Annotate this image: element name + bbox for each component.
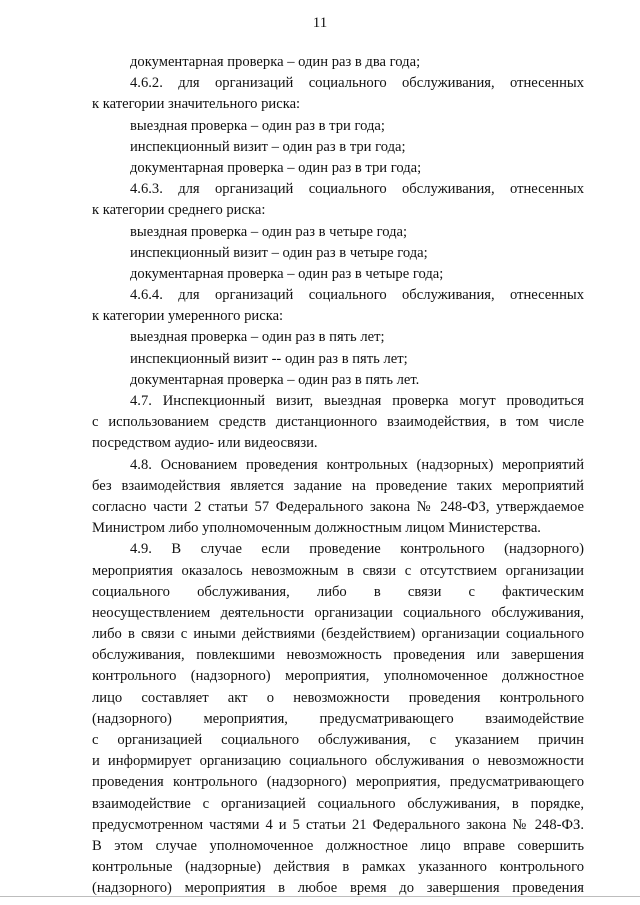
paragraph-line: лицо составляет акт о невозможности проведения контрольного: [92, 689, 584, 706]
paragraph-line: 4.6.3. для организаций социального обслуживания, отнесенных: [130, 181, 584, 198]
paragraph-line: инспекционный визит -- один раз в пять лет;: [130, 350, 408, 367]
paragraph-line: и информирует организацию социального обслуживания о невозможности: [92, 753, 584, 770]
paragraph-line: взаимодействие с организацией социального обслуживания, в порядке,: [92, 795, 584, 812]
paragraph-line: 4.9. В случае если проведение контрольного (надзорного): [130, 541, 584, 558]
paragraph-line: неосуществлением деятельности организации социального обслуживания,: [92, 604, 584, 621]
paragraph-line: к категории умеренного риска:: [92, 308, 284, 325]
paragraph-line: к категории значительного риска:: [92, 96, 301, 113]
paragraph-line: В этом случае уполномоченное должностное лицо вправе совершить: [92, 837, 584, 854]
paragraph-line: документарная проверка – один раз в четыре года;: [130, 265, 444, 282]
paragraph-line: согласно части 2 статьи 57 Федерального закона № 248-ФЗ, утверждаемое: [92, 498, 584, 515]
paragraph-line: обслуживания, повлекшими невозможность проведения или завершения: [92, 647, 584, 664]
paragraph-line: контрольные (надзорные) действия в рамках указанного контрольного: [92, 859, 584, 876]
paragraph-line: (надзорного) мероприятия в любое время до завершения проведения: [92, 880, 584, 897]
paragraph-line: 4.6.4. для организаций социального обслуживания, отнесенных: [130, 287, 584, 304]
paragraph-line: выездная проверка – один раз в три года;: [130, 117, 385, 134]
paragraph-line: проведения контрольного (надзорного) мероприятия, предусматривающего: [92, 774, 584, 791]
paragraph-line: (надзорного) мероприятия, предусматривающего взаимодействие: [92, 710, 584, 727]
paragraph-line: выездная проверка – один раз в четыре года;: [130, 223, 408, 240]
paragraph-line: документарная проверка – один раз в два года;: [130, 54, 421, 70]
paragraph-line: 4.7. Инспекционный визит, выездная проверка могут проводиться: [130, 393, 584, 409]
document-body: [92, 52, 584, 900]
paragraph-line: документарная проверка – один раз в три года;: [130, 159, 422, 176]
paragraph-line: инспекционный визит – один раз в три года;: [130, 138, 406, 155]
paragraph-line: выездная проверка – один раз в пять лет;: [130, 329, 385, 346]
paragraph-line: с использованием средств дистанционного взаимодействия, в том числе: [92, 414, 584, 431]
paragraph-line: контрольного (надзорного) мероприятия, уполномоченное должностное: [92, 668, 584, 685]
paragraph-line: документарная проверка – один раз в пять лет.: [130, 371, 420, 388]
page-bottom-edge: [0, 896, 640, 897]
paragraph-line: 4.6.2. для организаций социального обслуживания, отнесенных: [130, 75, 584, 92]
paragraph-line: к категории среднего риска:: [92, 202, 266, 219]
paragraph-line: предусмотренном частями 4 и 5 статьи 21 Федерального закона № 248-ФЗ.: [92, 816, 584, 833]
paragraph-line: посредством аудио- или видеосвязи.: [92, 435, 318, 452]
paragraph-line: Министром либо уполномоченным должностным лицом Министерства.: [92, 520, 541, 537]
paragraph-line: либо в связи с иными действиями (бездействием) организации социального: [92, 626, 584, 643]
paragraph-line: без взаимодействия является задание на проведение таких мероприятий: [92, 477, 584, 494]
page-number: 11: [312, 15, 328, 31]
paragraph-line: с организацией социального обслуживания, с указанием причин: [92, 732, 584, 748]
paragraph-line: 4.8. Основанием проведения контрольных (надзорных) мероприятий: [130, 456, 584, 473]
paragraph-line: инспекционный визит – один раз в четыре года;: [130, 244, 428, 261]
paragraph-line: мероприятия оказалось невозможным в связи с отсутствием организации: [92, 562, 584, 579]
paragraph-line: социального обслуживания, либо в связи с фактическим: [92, 583, 584, 600]
